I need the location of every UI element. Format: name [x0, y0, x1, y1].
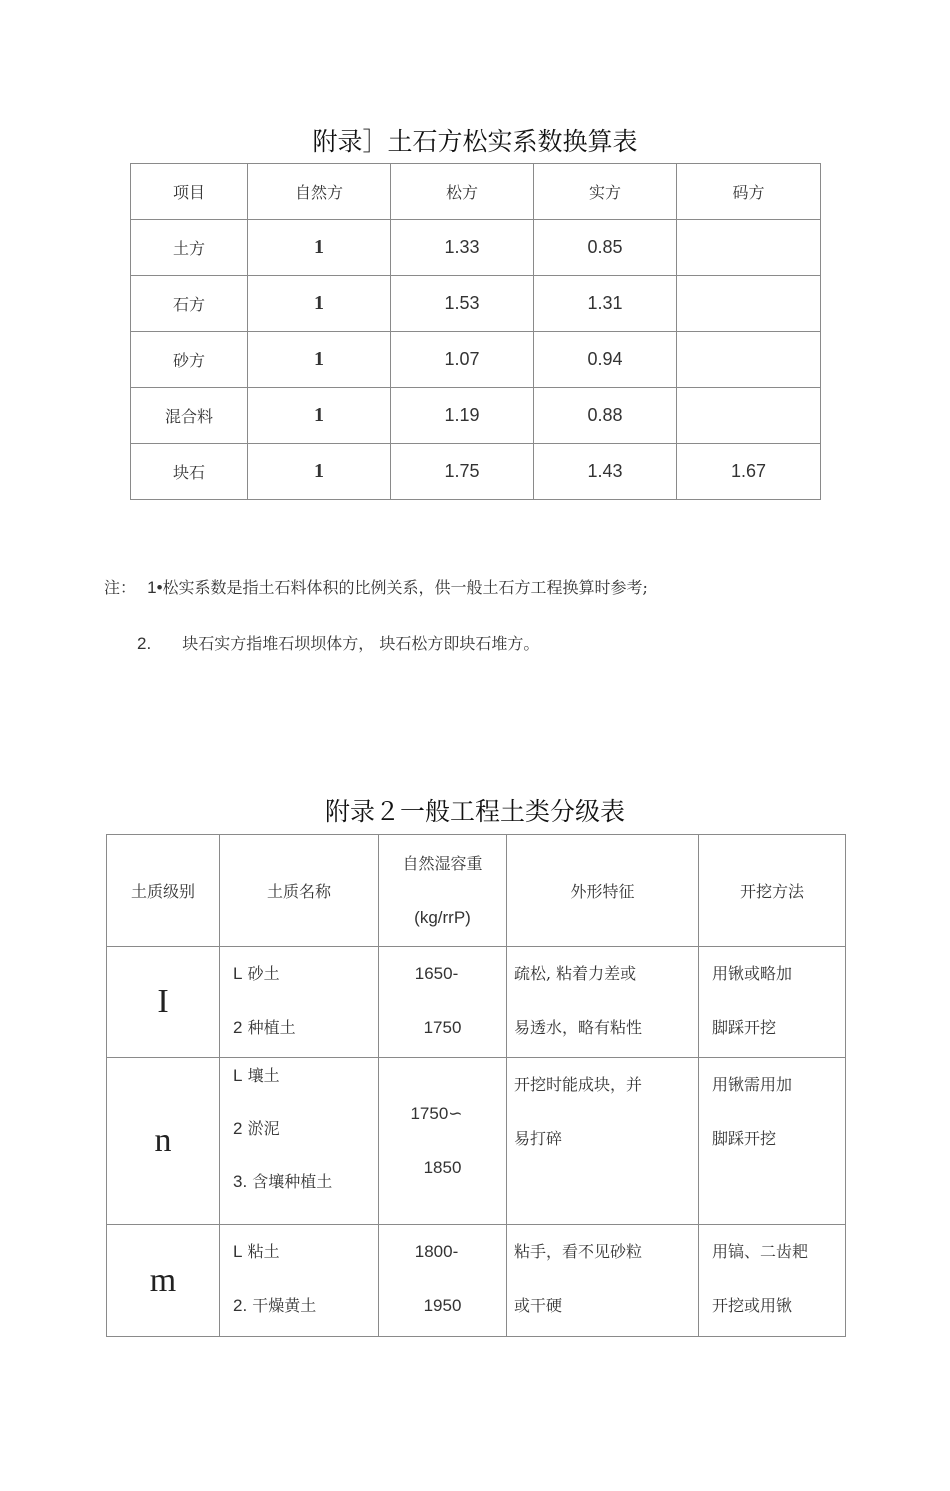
- row-label: 石方: [131, 276, 248, 332]
- dig-method: 用锹需用加 脚踩开挖: [699, 1058, 846, 1225]
- compact-value: 0.88: [534, 388, 677, 444]
- soil-names: [220, 1225, 379, 1337]
- natural-value: 1: [248, 444, 391, 500]
- soil-grade: m: [107, 1225, 220, 1337]
- row-label: 混合料: [131, 388, 248, 444]
- natural-value: 1: [248, 220, 391, 276]
- loose-value: 1.19: [391, 388, 534, 444]
- natural-value: 1: [248, 276, 391, 332]
- loose-value: 1.53: [391, 276, 534, 332]
- header-cell: 松方: [391, 164, 534, 220]
- soil-weight: 1800- 1950: [379, 1225, 507, 1337]
- table-row: [131, 388, 821, 444]
- table-row: [131, 332, 821, 388]
- natural-value: 1: [248, 332, 391, 388]
- table-header-row: [107, 835, 846, 947]
- soil-weight: 1650- 1750: [379, 947, 507, 1058]
- row-label: 砂方: [131, 332, 248, 388]
- soil-feature: 粘手，看不见砂粒 或干硬: [507, 1225, 699, 1337]
- row-label: 土方: [131, 220, 248, 276]
- compact-value: 1.43: [534, 444, 677, 500]
- header-cell: 码方: [677, 164, 821, 220]
- header-cell: 土质级别: [107, 835, 220, 947]
- header-cell: 外形特征: [507, 835, 699, 947]
- soil-name-item: 2 种植土: [233, 1018, 296, 1037]
- note-1: [104, 575, 648, 598]
- table-row: [107, 1225, 846, 1337]
- soil-weight: 1750∽ 1850: [379, 1058, 507, 1225]
- compact-value: 0.94: [534, 332, 677, 388]
- soil-grade: n: [107, 1058, 220, 1225]
- soil-name-item: 3. 含壤种植土: [233, 1172, 333, 1191]
- table-row: [107, 947, 846, 1058]
- compact-value: 0.85: [534, 220, 677, 276]
- soil-names: [220, 947, 379, 1058]
- table-row: [131, 444, 821, 500]
- soil-grade: I: [107, 947, 220, 1058]
- conversion-table: [130, 163, 821, 500]
- header-cell: 实方: [534, 164, 677, 220]
- table2-title: 附录２一般工程土类分级表: [324, 797, 625, 826]
- header-cell: 自然方: [248, 164, 391, 220]
- soil-name-item: L 粘土: [233, 1242, 280, 1261]
- header-cell: 开挖方法: [699, 835, 846, 947]
- row-label: 块石: [131, 444, 248, 500]
- dig-method: 用锹或略加 脚踩开挖: [699, 947, 846, 1058]
- soil-name-item: L 壤土: [233, 1066, 280, 1085]
- table-row: [131, 220, 821, 276]
- note-2-text: 块石实方指堆石坝坝体方， 块石松方即块石堆方。: [182, 634, 540, 653]
- stacked-value: [677, 276, 821, 332]
- header-cell: 项目: [131, 164, 248, 220]
- soil-name-item: L 砂土: [233, 964, 280, 983]
- note-1-text: 松实系数是指土石料体积的比例关系，供一般土石方工程换算时参考;: [162, 578, 648, 597]
- loose-value: 1.07: [391, 332, 534, 388]
- table1-title: 附录］土石方松实系数换算表: [312, 127, 638, 156]
- soil-name-item: 2. 干燥黄土: [233, 1296, 317, 1315]
- dig-method: 用镐、二齿耙 开挖或用锹: [699, 1225, 846, 1337]
- note-2: [137, 631, 539, 654]
- stacked-value: [677, 220, 821, 276]
- header-cell: 土质名称: [220, 835, 379, 947]
- table-row: [131, 276, 821, 332]
- header-weight-line: 自然湿容重: [402, 853, 483, 873]
- soil-name-item: 2 淤泥: [233, 1119, 280, 1138]
- note-prefix: 注：: [104, 578, 137, 597]
- header-cell: [379, 835, 507, 947]
- natural-value: 1: [248, 388, 391, 444]
- header-weight-unit: (kg/rrP): [414, 907, 471, 927]
- soil-class-table: [106, 834, 846, 1337]
- soil-feature: 疏松, 粘着力差或 易透水，略有粘性: [507, 947, 699, 1058]
- soil-feature: 开挖时能成块，并 易打碎: [507, 1058, 699, 1225]
- table-header-row: [131, 164, 821, 220]
- compact-value: 1.31: [534, 276, 677, 332]
- note-2-number: 2.: [137, 634, 152, 653]
- note-1-number: 1•: [147, 578, 163, 597]
- stacked-value: [677, 388, 821, 444]
- soil-names: [220, 1058, 379, 1225]
- table-row: [107, 1058, 846, 1225]
- stacked-value: 1.67: [677, 444, 821, 500]
- stacked-value: [677, 332, 821, 388]
- loose-value: 1.75: [391, 444, 534, 500]
- loose-value: 1.33: [391, 220, 534, 276]
